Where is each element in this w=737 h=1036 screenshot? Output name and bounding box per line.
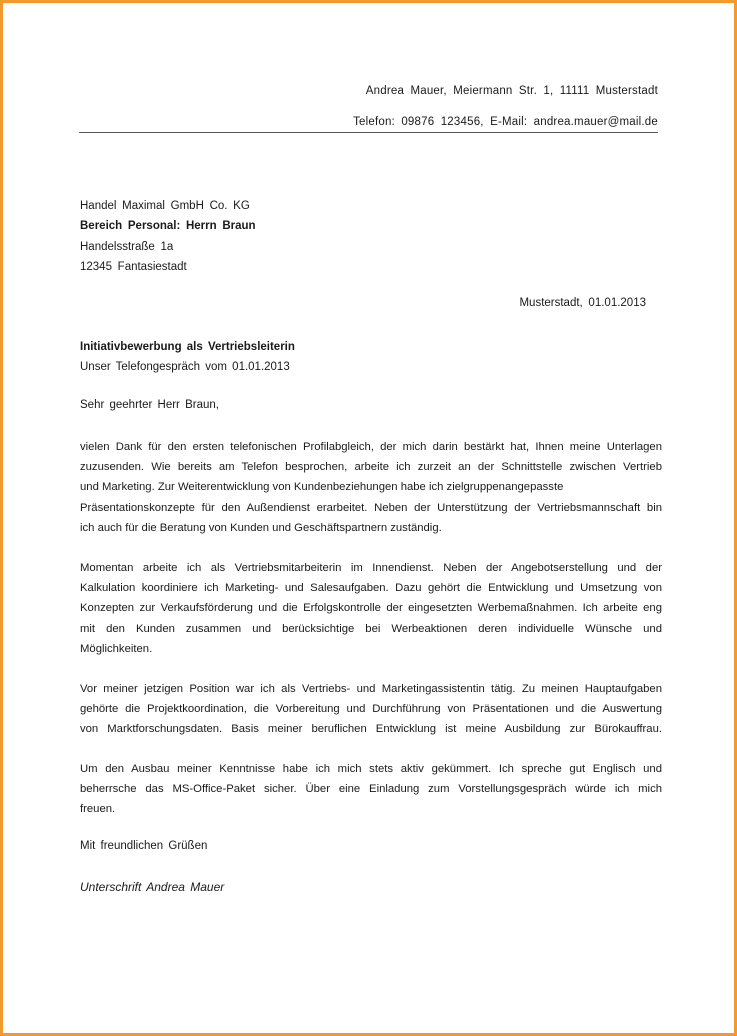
recipient-department: Bereich Personal: Herrn Braun: [80, 220, 256, 233]
header-divider: [79, 132, 658, 133]
paragraph-line: gehörte die Projektkoordination, die Vorbereitung und Durchführung von Präsentationen und die Auswertung: [80, 703, 662, 716]
recipient-street: Handelsstraße 1a: [80, 240, 174, 253]
sender-address: Andrea Mauer, Meiermann Str. 1, 11111 Musterstadt: [365, 85, 658, 97]
paragraph-line: von Marktforschungsdaten. Basis meiner beruflichen Entwicklung ist meine Ausbildung zur Bürokauffrau.: [80, 723, 662, 736]
paragraph-line: Kalkulation koordiniere ich Marketing- und Salesaufgaben. Dazu gehört die Entwicklung und Umsetzung von: [80, 582, 662, 595]
sender-contact: Telefon: 09876 123456, E-Mail: andrea.mauer@mail.de: [353, 116, 658, 128]
letter-date: Musterstadt, 01.01.2013: [519, 297, 646, 309]
recipient-block: [80, 196, 256, 277]
signature: Unterschrift Andrea Mauer: [80, 880, 225, 894]
subject-reference: Unser Telefongespräch vom 01.01.2013: [80, 360, 290, 373]
subject-block: [80, 338, 295, 377]
paragraph-2: [80, 558, 662, 659]
paragraph-line: beherrsche das MS-Office-Paket sicher. Über eine Einladung zum Vorstellungsgespräch würde ich mich: [80, 783, 662, 796]
paragraph-line: mit den Kunden zusammen und berücksichtige bei Werbeaktionen deren individuelle Wünsche und: [80, 622, 662, 635]
paragraph-line: vielen Dank für den ersten telefonischen Profilabgleich, der mich darin bestärkt hat, Ihnen meine Unterlagen: [80, 441, 662, 453]
paragraph-line: Präsentationskonzepte für den Außendienst erarbeitet. Neben der Unterstützung der Vertriebsmannschaft bin: [80, 501, 662, 514]
paragraph-3: [80, 679, 662, 740]
paragraph-line: Vor meiner jetzigen Position war ich als Vertriebs- und Marketingassistentin tätig. Zu meinen Hauptaufgaben: [80, 683, 662, 695]
paragraph-line: zuzusenden. Wie bereits am Telefon besprochen, arbeite ich zurzeit an der Schnittstelle zwischen Vertrieb: [80, 461, 662, 474]
salutation: Sehr geehrter Herr Braun,: [80, 399, 219, 411]
recipient-company: Handel Maximal GmbH Co. KG: [80, 200, 250, 212]
paragraph-line: Momentan arbeite ich als Vertriebsmitarbeiterin im Innendienst. Neben der Angebotserstellung und der: [80, 562, 662, 574]
paragraph-line: ich auch für die Beratung von Kunden und Geschäftspartnern zuständig.: [80, 521, 442, 534]
subject-title: Initiativbewerbung als Vertriebsleiterin: [80, 341, 295, 353]
paragraph-4: [80, 759, 662, 820]
recipient-city: 12345 Fantasiestadt: [80, 260, 187, 273]
paragraph-line: freuen.: [80, 803, 116, 816]
paragraph-line: und Marketing. Zur Weiterentwicklung von Kundenbeziehungen habe ich zielgruppenangepasste: [80, 481, 564, 494]
paragraph-line: Konzepten zur Verkaufsförderung und die Erfolgskontrolle der eingesetzten Werbemaßnahmen. Ich arbeite eng: [80, 602, 662, 615]
paragraph-line: Um den Ausbau meiner Kenntnisse habe ich mich stets aktiv gekümmert. Ich spreche gut Englisch und: [80, 763, 662, 775]
closing: Mit freundlichen Grüßen: [80, 840, 208, 852]
paragraph-1: [80, 437, 662, 538]
paragraph-line: Möglichkeiten.: [80, 642, 153, 655]
